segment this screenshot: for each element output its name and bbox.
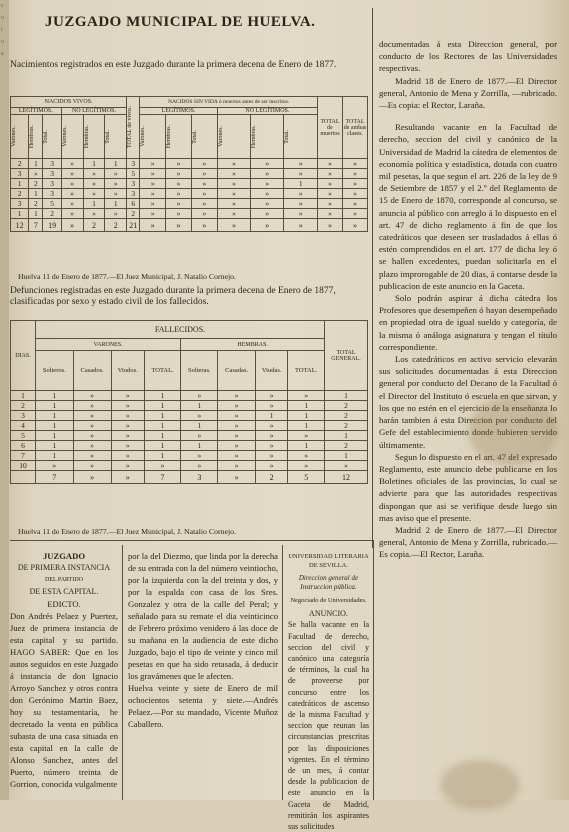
total-cell: 21	[127, 219, 140, 232]
table-cell: »	[73, 401, 111, 411]
edicto-body: Don Andrés Pelaez y Puertez, Juez de primera instancia de esta capital y su partido. HAGO SABER: Que en los autos seguidos en este Juzgado á instancia de don Ignacio Arroyo Sanchez y otros contra don Gerónimo Martin Baez, hoy su testamentaría, he decretado la venta en pública subasta de una casa situada en esta capital en la calle de Alonso Sanchez, antes del Puerto, número treinta de Gorrion, conocida vulgalmente	[10, 611, 118, 789]
table-cell: »	[166, 199, 192, 209]
table-cell: 2	[11, 401, 36, 411]
table-cell: 1	[144, 451, 181, 461]
table-cell: 2	[29, 179, 43, 189]
table-cell: 1	[288, 441, 325, 451]
table-cell: »	[111, 401, 144, 411]
total-cell: 7	[36, 471, 74, 484]
table-cell: 1	[288, 421, 325, 431]
edicto-heading-instancia: DE PRIMERA INSTANCIA	[17, 563, 111, 572]
column-divider-c	[373, 540, 374, 800]
table-cell: 3	[127, 159, 140, 169]
table-cell: »	[218, 441, 256, 451]
paper-stain	[440, 760, 520, 810]
table-cell: »	[284, 169, 318, 179]
table-cell: 1	[11, 179, 29, 189]
table-cell: »	[217, 199, 250, 209]
table-cell: 2	[127, 209, 140, 219]
announcement-paragraph: Madrid 2 de Enero de 1877.—El Director general, Antonio de Mena y Zorrilla, rubricado.—Es copia.—El Rector, Laraña.	[379, 524, 557, 560]
table-cell: »	[140, 169, 166, 179]
table-cell: »	[251, 169, 284, 179]
table-cell: »	[318, 189, 343, 199]
table-cell: 1	[36, 451, 74, 461]
table-cell: 4	[11, 421, 36, 431]
table-cell: 1	[11, 391, 36, 401]
table-cell: »	[318, 209, 343, 219]
table-cell: »	[73, 431, 111, 441]
anuncio-body: Se halla vacante en la Facultad de derecho, seccion del civil y canónico una categoría de términos, la cual ha de proveerse por concurso entre los catedráticos de ascenso de la misma Facultad y seccion que reunan las circunstancias prescritas por las disposiciones vigentes. En el término de un mes, á contar desde la publicacion de este anuncio en la Gaceta de Madrid, remitirán los aspirantes sus solicitudes	[288, 620, 369, 832]
table-cell: »	[166, 169, 192, 179]
table-cell: »	[144, 461, 181, 471]
table-row	[11, 401, 368, 411]
header-fallecidos: FALLECIDOS.	[36, 321, 325, 339]
total-cell: »	[251, 219, 284, 232]
table-cell: »	[166, 179, 192, 189]
header-hembras: HEMBRAS.	[181, 339, 325, 351]
table-row	[11, 461, 368, 471]
col-total: TOTAL.	[144, 351, 181, 391]
table-cell: »	[255, 401, 287, 411]
column-edicto	[10, 550, 118, 790]
totals-row	[11, 471, 368, 484]
anuncio-direccion: Direccion general de Instruccion pública.	[298, 574, 359, 591]
table-cell: 1	[36, 441, 74, 451]
header-no-legitimos: NO LEGÍTIMOS.	[61, 108, 126, 115]
table-cell: »	[111, 411, 144, 421]
table-cell: »	[255, 391, 287, 401]
header-nacidos-sin-vida: NACIDOS SIN VIDA ó muertos antes de ser inscritos.	[140, 97, 318, 108]
col-hembras: Hembras.	[166, 115, 192, 159]
table-cell: »	[255, 431, 287, 441]
table-cell: 1	[181, 421, 218, 431]
table-cell: »	[105, 189, 127, 199]
table-cell: 3	[11, 411, 36, 421]
table-cell: »	[343, 159, 368, 169]
table-cell: »	[191, 209, 217, 219]
col-solteros: Solteros.	[36, 351, 74, 391]
table-cell: »	[73, 441, 111, 451]
table-cell: »	[140, 159, 166, 169]
totals-row	[11, 219, 368, 232]
total-cell: »	[217, 219, 250, 232]
table-cell: »	[181, 391, 218, 401]
table-cell: 7	[11, 451, 36, 461]
total-cell: »	[73, 471, 111, 484]
table-cell: »	[111, 451, 144, 461]
edicto-heading-partido: DEL PARTIDO	[44, 577, 84, 583]
table-cell: »	[73, 421, 111, 431]
table-cell: 1	[288, 411, 325, 421]
table-cell: 1	[36, 391, 74, 401]
table-cell: »	[105, 169, 127, 179]
anuncio-title: ANUNCIO.	[309, 609, 348, 619]
table-cell: »	[105, 179, 127, 189]
section-divider	[10, 540, 372, 541]
col-hembras: Hembras.	[29, 115, 43, 159]
total-cell: 5	[288, 471, 325, 484]
table-cell: »	[288, 461, 325, 471]
table-cell: »	[255, 441, 287, 451]
table-cell: 2	[325, 401, 368, 411]
table-cell: 1	[144, 401, 181, 411]
table-cell: 1	[144, 431, 181, 441]
births-table	[10, 96, 368, 232]
header-nacidos-vivos: NACIDOS VIVOS.	[11, 97, 127, 108]
deaths-subtitle: Defunciones registradas en este Juzgado durante la primera decena de Enero de 1877, clasificadas por sexo y estado civil de los fallecidos.	[10, 286, 336, 307]
table-cell: »	[218, 461, 256, 471]
table-cell: »	[284, 189, 318, 199]
column-divider-top	[372, 8, 373, 548]
table-cell: 1	[284, 179, 318, 189]
table-cell: 1	[144, 391, 181, 401]
column-anuncio	[288, 552, 369, 832]
col-varones: Varones.	[61, 115, 83, 159]
table-cell: »	[255, 461, 287, 471]
table-cell: »	[111, 431, 144, 441]
total-cell: »	[166, 219, 192, 232]
col-total: TOTAL.	[288, 351, 325, 391]
col-hembras: Hembras.	[83, 115, 105, 159]
table-cell: »	[140, 209, 166, 219]
header-varones: VARONES.	[36, 339, 181, 351]
table-cell: »	[181, 461, 218, 471]
table-cell: »	[181, 411, 218, 421]
table-cell: »	[181, 451, 218, 461]
table-cell: 3	[127, 189, 140, 199]
table-cell: »	[83, 209, 105, 219]
col-varones: Varones.	[140, 115, 166, 159]
table-cell: »	[111, 421, 144, 431]
deaths-signature: Huelva 11 de Enero de 1877.—El Juez Municipal, J. Natalio Cornejo.	[18, 527, 236, 536]
total-cell: 2	[105, 219, 127, 232]
announcement-paragraph: Solo podrán aspirar á dicha cátedra los Profesores que desempeñen ó hayan desempeñado en propiedad otra de igual sueldo y categoría, de la misma ó análoga asignatura y tengan el título correspondiente.	[379, 293, 557, 352]
table-cell: »	[61, 169, 83, 179]
table-cell: 1	[29, 189, 43, 199]
column-divider-b	[282, 545, 283, 800]
total-cell: »	[318, 219, 343, 232]
table-cell: 2	[29, 199, 43, 209]
table-cell: 1	[144, 421, 181, 431]
table-cell: 1	[29, 159, 43, 169]
header-dias: DIAS.	[11, 321, 36, 391]
table-cell: »	[191, 159, 217, 169]
col-viudos: Viudos.	[111, 351, 144, 391]
header-total-vivos: TOTAL de vivos.	[127, 97, 140, 159]
table-cell: »	[83, 189, 105, 199]
table-cell: »	[284, 209, 318, 219]
table-cell: 3	[11, 199, 29, 209]
announcement-paragraph: documentadas á esta Direccion general, por conducto de los Rectores de las Universidades respectivas.	[379, 39, 557, 74]
table-cell: »	[284, 159, 318, 169]
table-cell: »	[218, 431, 256, 441]
total-cell: 19	[43, 219, 61, 232]
table-row	[11, 411, 368, 421]
table-cell: 3	[43, 169, 61, 179]
table-cell: 1	[325, 391, 368, 401]
table-cell: »	[343, 179, 368, 189]
table-cell: »	[318, 199, 343, 209]
col-casadas: Casadas.	[218, 351, 256, 391]
table-cell: »	[284, 199, 318, 209]
table-cell: 1	[255, 411, 287, 421]
header-total-muertos: TOTAL de muertos	[318, 97, 343, 159]
table-row	[11, 391, 368, 401]
edicto-heading-capital: DE ESTA CAPITAL.	[29, 587, 99, 596]
table-cell: 1	[29, 209, 43, 219]
total-cell: 7	[144, 471, 181, 484]
table-cell: »	[111, 441, 144, 451]
column-divider-a	[122, 545, 123, 800]
anuncio-university: UNIVERSIDAD LITERARIA DE SEVILLA.	[288, 553, 369, 569]
table-cell: »	[61, 179, 83, 189]
col-total: Total.	[284, 115, 318, 159]
table-cell: »	[251, 189, 284, 199]
table-cell: »	[318, 179, 343, 189]
edicto-title: EDICTO.	[47, 599, 81, 609]
table-cell: »	[166, 159, 192, 169]
col-varones: Varones.	[11, 115, 29, 159]
table-cell: 3	[43, 189, 61, 199]
table-cell: »	[166, 209, 192, 219]
table-cell: »	[218, 421, 256, 431]
table-cell: »	[218, 411, 256, 421]
total-cell: »	[61, 219, 83, 232]
col-total: Total.	[43, 115, 61, 159]
table-cell: »	[111, 461, 144, 471]
total-cell: »	[218, 471, 256, 484]
table-cell: 3	[11, 169, 29, 179]
table-cell: »	[73, 411, 111, 421]
table-cell: »	[105, 209, 127, 219]
table-row	[11, 169, 368, 179]
page-edge: c o t o a	[0, 0, 9, 800]
table-cell: 2	[43, 209, 61, 219]
table-cell: »	[217, 169, 250, 179]
table-cell: »	[191, 179, 217, 189]
table-cell: »	[218, 451, 256, 461]
table-cell: »	[343, 209, 368, 219]
table-cell: »	[191, 169, 217, 179]
table-row	[11, 451, 368, 461]
col-viudas: Viudas.	[255, 351, 287, 391]
table-cell: 1	[36, 401, 74, 411]
table-cell: »	[255, 421, 287, 431]
total-cell: »	[191, 219, 217, 232]
table-cell: 1	[144, 411, 181, 421]
table-cell: »	[61, 199, 83, 209]
table-cell: 1	[36, 411, 74, 421]
deaths-table	[10, 320, 368, 484]
table-cell: »	[288, 391, 325, 401]
table-cell: 1	[83, 199, 105, 209]
table-cell: »	[140, 199, 166, 209]
table-cell: »	[61, 159, 83, 169]
table-cell: 3	[43, 179, 61, 189]
table-cell: »	[61, 189, 83, 199]
table-cell: 1	[181, 441, 218, 451]
table-cell: »	[73, 391, 111, 401]
births-signature: Huelva 11 de Enero de 1877.—El Juez Municipal, J. Natalio Cornejo.	[18, 272, 236, 281]
total-cell: »	[343, 219, 368, 232]
table-cell: 5	[11, 431, 36, 441]
col-solteras: Solteras.	[181, 351, 218, 391]
table-cell: »	[318, 159, 343, 169]
edicto-closing: Huelva veinte y siete de Enero de mil ochocientos setenta y siete.—Andrés Pelaez.—Por su mandado, Vicente Muñoz Caballero.	[128, 683, 278, 729]
table-cell: »	[343, 189, 368, 199]
table-row	[11, 441, 368, 451]
total-cell: »	[284, 219, 318, 232]
header-no-legitimos-2: NO LEGÍTIMOS.	[217, 108, 317, 115]
table-cell: »	[217, 189, 250, 199]
table-cell: »	[325, 461, 368, 471]
header-legitimos-2: LEGÍTIMOS.	[140, 108, 217, 115]
table-cell: 2	[325, 421, 368, 431]
table-cell: »	[217, 179, 250, 189]
table-cell: »	[73, 451, 111, 461]
table-row	[11, 189, 368, 199]
table-cell: 1	[288, 401, 325, 411]
table-cell: »	[181, 431, 218, 441]
table-cell: 1	[105, 199, 127, 209]
total-cell: »	[111, 471, 144, 484]
table-cell: 1	[181, 401, 218, 411]
right-column-announcement	[379, 38, 557, 561]
table-cell: »	[251, 199, 284, 209]
table-cell: »	[217, 209, 250, 219]
table-cell: 1	[325, 431, 368, 441]
announcement-paragraph: Los catedráticos en activo servicio elevarán sus solicitudes documentadas á esta Direccion general por conducto del Decano de la Facultad ó el Director del Instituto ó escuela en que sirvan, y los que no estén en el ejercicio de la enseñanza lo harán tambien á esta Direccion por conducto del Gefe del establecimiento donde hubieren servido últimamente.	[379, 354, 557, 450]
table-cell: »	[61, 209, 83, 219]
table-row	[11, 421, 368, 431]
table-cell: »	[83, 179, 105, 189]
table-cell: 1	[36, 421, 74, 431]
column-edicto-cont	[128, 550, 278, 730]
table-cell: 3	[43, 159, 61, 169]
table-cell: »	[29, 169, 43, 179]
table-cell: 3	[127, 179, 140, 189]
table-cell: 2	[11, 159, 29, 169]
col-total: Total.	[191, 115, 217, 159]
table-cell: »	[318, 169, 343, 179]
total-cell	[11, 471, 36, 484]
table-cell: »	[251, 179, 284, 189]
table-cell: »	[191, 199, 217, 209]
table-row	[11, 199, 368, 209]
table-cell: 2	[325, 441, 368, 451]
total-cell: 7	[29, 219, 43, 232]
table-cell: 6	[11, 441, 36, 451]
table-cell: »	[255, 451, 287, 461]
header-total-ambas: TOTAL de ambas clases.	[343, 97, 368, 159]
col-varones: Varones.	[217, 115, 250, 159]
table-cell: »	[218, 401, 256, 411]
table-cell: »	[343, 169, 368, 179]
table-cell: 1	[325, 451, 368, 461]
announcement-paragraph: Segun lo dispuesto en el art. 47 del expresado Reglamento, este anuncio debe publicarse en los Boletines oficiales de las provincias, lo cual se advierte para que las autoridades respectivas dispongan que asi se verifique desde luego sin mas aviso que el presente.	[379, 451, 557, 523]
table-cell: »	[140, 179, 166, 189]
table-cell: »	[36, 461, 74, 471]
table-cell: »	[73, 461, 111, 471]
table-cell: »	[83, 169, 105, 179]
header-total-general: TOTAL GENERAL.	[325, 321, 368, 391]
paper-stain	[468, 396, 558, 466]
header-legitimos: LEGÍTIMOS.	[11, 108, 62, 115]
table-cell: »	[111, 391, 144, 401]
table-row	[11, 159, 368, 169]
table-cell: 1	[83, 159, 105, 169]
table-cell: »	[218, 391, 256, 401]
table-cell: »	[166, 189, 192, 199]
table-cell: 1	[36, 431, 74, 441]
table-cell: 2	[11, 189, 29, 199]
table-cell: 5	[127, 169, 140, 179]
table-cell: 10	[11, 461, 36, 471]
announcement-paragraph: Resultando vacante en la Facultad de derecho, seccion del civil y canónico de la Universidad de Madrid la cátedra de elementos de economía política y estadística, dotada con cuatro mil pesetas, la que segun el art. 226 de la ley de 9 de Setiembre de 1857 y el 2.º del Reglamento de 15 de Enero de 1870, corresponde al concurso, se anuncia al público con arreglo á lo dispuesto en el art. 47 de dicho reglamento á fin de que los catedráticos que deseen ser trasladados á ellas ó estén comprendidos en el art. 177 de dicha ley ó se hallen excedentes, puedan solicitarla en el plazo improrogable de 20 dias, á contarse desde la publicacion de este anuncio en la Gaceta.	[379, 122, 557, 291]
table-cell: »	[251, 209, 284, 219]
table-cell: 1	[144, 441, 181, 451]
table-cell: 5	[43, 199, 61, 209]
total-cell: 12	[11, 219, 29, 232]
announcement-paragraph: Madrid 18 de Enero de 1877.—El Director general, Antonio de Mena y Zorrilla, —rubricado.—Es copia: el Rector, Laraña.	[379, 75, 557, 111]
page-title: JUZGADO MUNICIPAL DE HUELVA.	[45, 14, 316, 30]
table-cell: »	[343, 199, 368, 209]
table-cell: »	[217, 159, 250, 169]
table-row	[11, 179, 368, 189]
table-cell: »	[288, 431, 325, 441]
col-hembras: Hembras.	[251, 115, 284, 159]
table-cell: 2	[325, 411, 368, 421]
births-subtitle: Nacimientos registrados en este Juzgado durante la primera decena de Enero de 1877.	[10, 60, 337, 70]
col-total: Total.	[105, 115, 127, 159]
total-cell: »	[140, 219, 166, 232]
table-cell: »	[191, 189, 217, 199]
table-cell: »	[288, 451, 325, 461]
total-cell: 2	[255, 471, 287, 484]
anuncio-negociado: Negociado de Universidades.	[290, 597, 367, 604]
total-cell: 12	[325, 471, 368, 484]
table-cell: 1	[105, 159, 127, 169]
table-cell: 6	[127, 199, 140, 209]
col-casados: Casados.	[73, 351, 111, 391]
table-cell: »	[251, 159, 284, 169]
total-cell: 3	[181, 471, 218, 484]
edicto-body-cont: por la del Diezmo, que linda por la derecha de su entrada con la del número veintiocho, por la izquierda con la del treinta y dos, y por la espalda con casa de los Sres. Gonzalez y otra de la calle del Peral; y señalado para su remate el dia veinticinco de Febrero próximo venidero á las doce de su mañana en la audiencia de este dicho Juzgado, bajo el tipo de veinte y cinco mil pesetas en que ha sido retasada, á deducir los gravámenes que le afecten.	[128, 551, 278, 681]
table-cell: »	[140, 189, 166, 199]
table-cell: 1	[11, 209, 29, 219]
total-cell: 2	[83, 219, 105, 232]
table-row	[11, 431, 368, 441]
table-row	[11, 209, 368, 219]
edicto-heading-juzgado: JUZGADO	[42, 551, 86, 561]
